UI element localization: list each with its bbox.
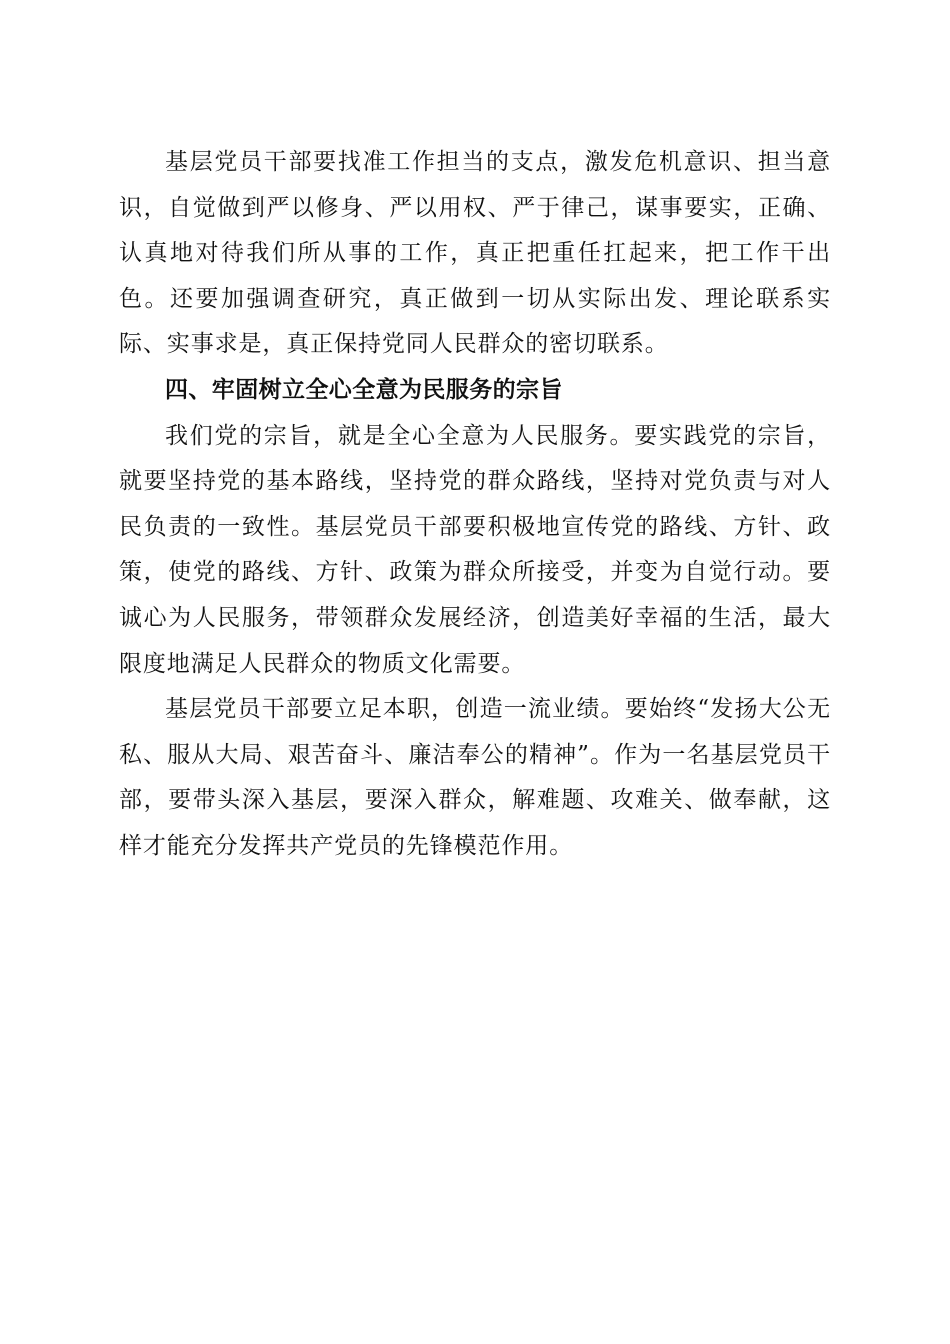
paragraph-responsibility: 基层党员干部要找准工作担当的支点，激发危机意识、担当意识，自觉做到严以修身、严以用权、严于律己，谋事要实，正确、认真地对待我们所从事的工作，真正把重任扛起来，把工作干出色。还要加强调查研究，真正做到一切从实际出发、理论联系实际、实事求是，真正保持党同人民群众的密切联系。 (119, 149, 831, 358)
section-heading-4: 四、牢固树立全心全意为民服务的宗旨 (165, 376, 563, 403)
paragraph-exemplary-role: 基层党员干部要立足本职，创造一流业绩。要始终“发扬大公无私、服从大局、艰苦奋斗、廉洁奉公的精神”。作为一名基层党员干部，要带头深入基层，要深入群众，解难题、攻难关、做奉献，这样才能充分发挥共产党员的先锋模范作用。 (119, 696, 831, 859)
paragraph-party-purpose: 我们党的宗旨，就是全心全意为人民服务。要实践党的宗旨，就要坚持党的基本路线，坚持党的群众路线，坚持对党负责与对人民负责的一致性。基层党员干部要积极地宣传党的路线、方针、政策，使党的路线、方针、政策为群众所接受，并变为自觉行动。要诚心为人民服务，带领群众发展经济，创造美好幸福的生活，最大限度地满足人民群众的物质文化需要。 (119, 422, 831, 677)
document-body (119, 140, 831, 870)
